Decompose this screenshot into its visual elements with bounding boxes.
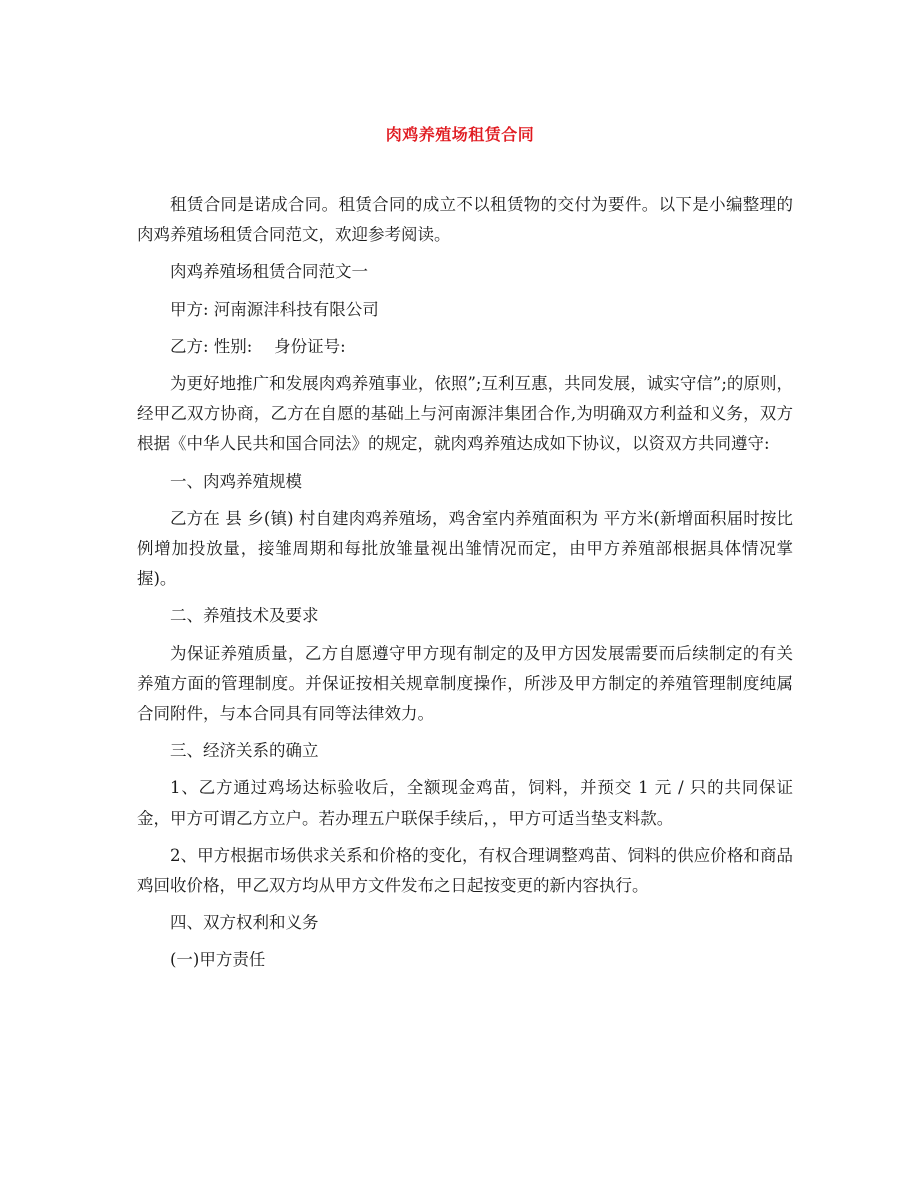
paragraph-preamble: 为更好地推广和发展肉鸡养殖事业，依照”;互利互惠，共同发展，诚实守信”;的原则，经甲乙双方协商，乙方在自愿的基础上与河南源沣集团合作,为明确双方利益和义务，双方根据《中华人民共和国合同法》的规定，就肉鸡养殖达成如下协议，以资双方共同遵守:: [137, 374, 793, 454]
section-heading-scale: 一、肉鸡养殖规模: [170, 471, 302, 491]
paragraph-scale: 乙方在 县 乡(镇) 村自建肉鸡养殖场，鸡舍室内养殖面积为 平方米(新增面积届时按比例增加投放量，接雏周期和每批放雏量视出雏情况而定，由甲方养殖部根据具体情况掌握)。: [137, 508, 793, 589]
paragraph-technique: 为保证养殖质量，乙方自愿遵守甲方现有制定的及甲方因发展需要而后续制定的有关养殖方面的管理制度。并保证按相关规章制度操作，所涉及甲方制定的养殖管理制度纯属合同附件，与本合同具有同等法律效力。: [137, 643, 793, 724]
paragraph-party-a: 甲方: 河南源沣科技有限公司: [170, 299, 379, 319]
paragraph-intro: 租赁合同是诺成合同。租赁合同的成立不以租赁物的交付为要件。以下是小编整理的肉鸡养殖场租赁合同范文，欢迎参考阅读。: [137, 195, 793, 245]
document-body: [137, 190, 793, 983]
paragraph-party-b: 乙方: 性别: 身份证号:: [170, 336, 346, 356]
section-heading-rights: 四、双方权利和义务: [170, 913, 319, 933]
paragraph-economic-2: 2、甲方根据市场供求关系和价格的变化，有权合理调整鸡苗、饲料的供应价格和商品鸡回收价格，甲乙双方均从甲方文件发布之日起按变更的新内容执行。: [137, 845, 793, 896]
document-title: 肉鸡养殖场租赁合同: [385, 125, 535, 144]
section-heading-technique: 二、养殖技术及要求: [170, 606, 319, 626]
paragraph-heading-sample: 肉鸡养殖场租赁合同范文一: [170, 262, 368, 282]
section-heading-economic: 三、经济关系的确立: [170, 741, 319, 761]
subsection-heading-party-a: (一)甲方责任: [170, 950, 266, 970]
paragraph-economic-1: 1、乙方通过鸡场达标验收后，全额现金鸡苗，饲料，并预交 1 元 / 只的共同保证金，甲方可谓乙方立户。若办理五户联保手续后，，甲方可适当垫支料款。: [137, 778, 793, 828]
